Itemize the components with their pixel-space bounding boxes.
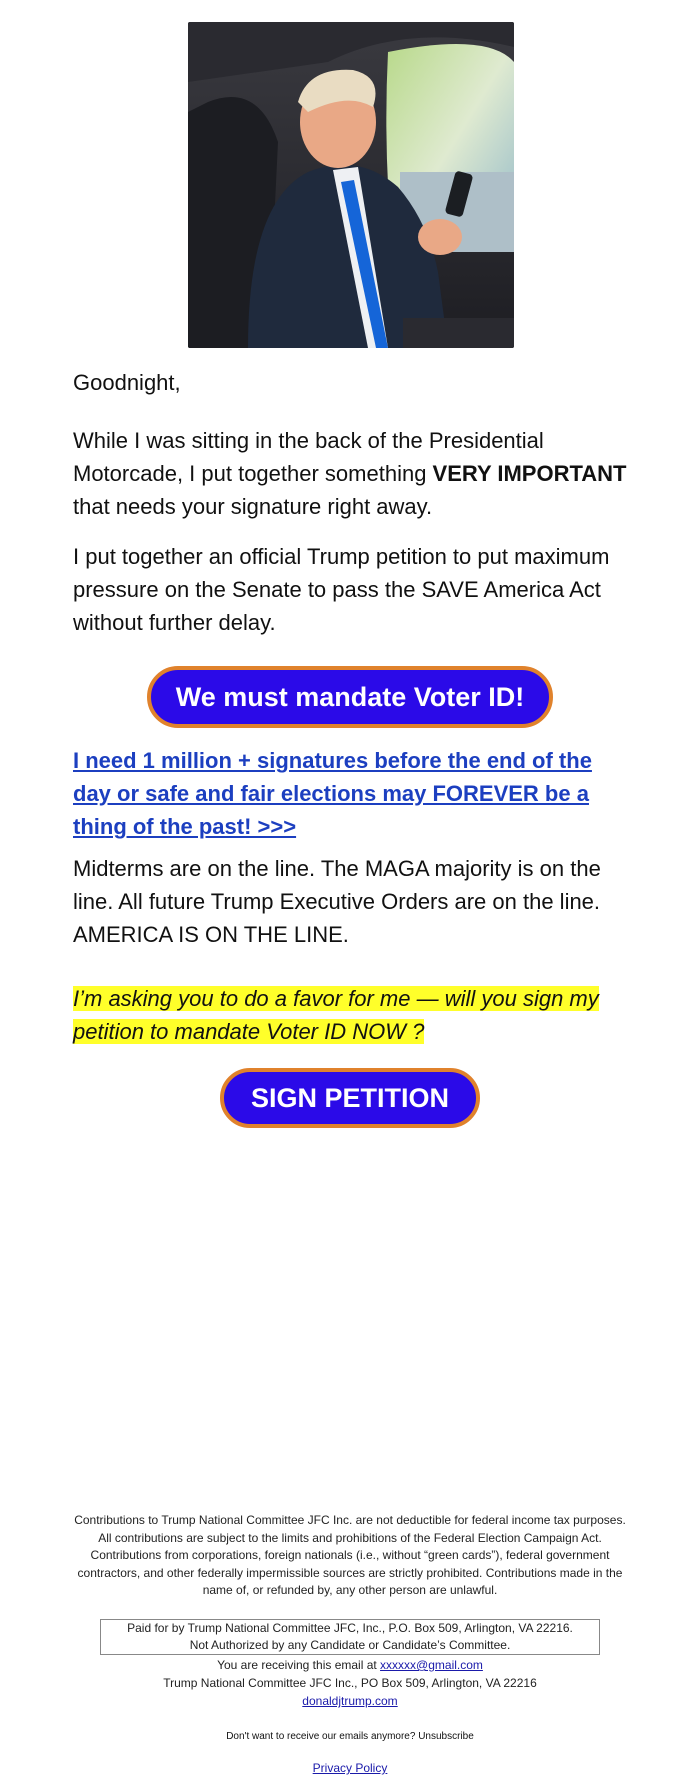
paragraph-motorcade-text-end: that needs your signature right away.	[73, 494, 433, 519]
paragraph-motorcade-bold: VERY IMPORTANT	[432, 461, 627, 486]
receiving-prefix: You are receiving this email at	[217, 1658, 381, 1672]
privacy-row	[70, 1760, 630, 1778]
paid-for-box	[100, 1619, 600, 1655]
unsubscribe-notice[interactable]: Don't want to receive our emails anymore? Unsubscribe	[226, 1731, 474, 1742]
sign-petition-button[interactable]: SIGN PETITION	[220, 1068, 480, 1128]
privacy-policy-link[interactable]: Privacy Policy	[312, 1761, 388, 1775]
paragraph-midterms: Midterms are on the line. The MAGA majority is on the line. All future Trump Executive Orders are on the line. AMERICA IS ON THE LINE.	[73, 856, 601, 947]
greeting: Goodnight,	[73, 370, 181, 395]
hero-photo	[188, 22, 514, 348]
site-link[interactable]: donaldjtrump.com	[302, 1694, 398, 1708]
paid-for-line-2: Not Authorized by any Candidate or Candidate’s Committee.	[189, 1638, 511, 1652]
recipient-email-link[interactable]: xxxxxx@gmail.com	[380, 1658, 483, 1672]
highlighted-ask	[73, 982, 633, 1048]
paid-for-line-1: Paid for by Trump National Committee JFC, Inc., P.O. Box 509, Arlington, VA 22216.	[127, 1621, 573, 1635]
highlighted-ask-text: I’m asking you to do a favor for me — will you sign my petition to mandate Voter ID NOW ?	[73, 986, 599, 1044]
paragraph-motorcade-text: While I was sitting in the back of the Presidential Motorcade, I put together something	[73, 428, 544, 486]
legal-disclaimer: Contributions to Trump National Committee JFC Inc. are not deductible for federal income tax purposes. All contributions are subject to the limits and prohibitions of the Federal Election Campaign Act. Contributions from corporations, foreign nationals (i.e., without “green cards”), federal government contractors, and other federally impermissible sources are strictly prohibited. Contributions made in the name of, or refunded by, any other person are unlawful.	[74, 1513, 626, 1597]
paragraph-petition: I put together an official Trump petition to put maximum pressure on the Senate to pass the SAVE America Act without further delay.	[73, 544, 610, 635]
receiving-notice	[70, 1657, 630, 1675]
site-link-row	[70, 1693, 630, 1711]
mandate-voter-id-button[interactable]: We must mandate Voter ID!	[147, 666, 553, 728]
mailing-address: Trump National Committee JFC Inc., PO Box 509, Arlington, VA 22216	[163, 1676, 537, 1690]
paragraph-motorcade	[73, 424, 633, 523]
signatures-link[interactable]: I need 1 million + signatures before the end of the day or safe and fair elections may FOREVER be a thing of the past! >>>	[73, 748, 592, 839]
